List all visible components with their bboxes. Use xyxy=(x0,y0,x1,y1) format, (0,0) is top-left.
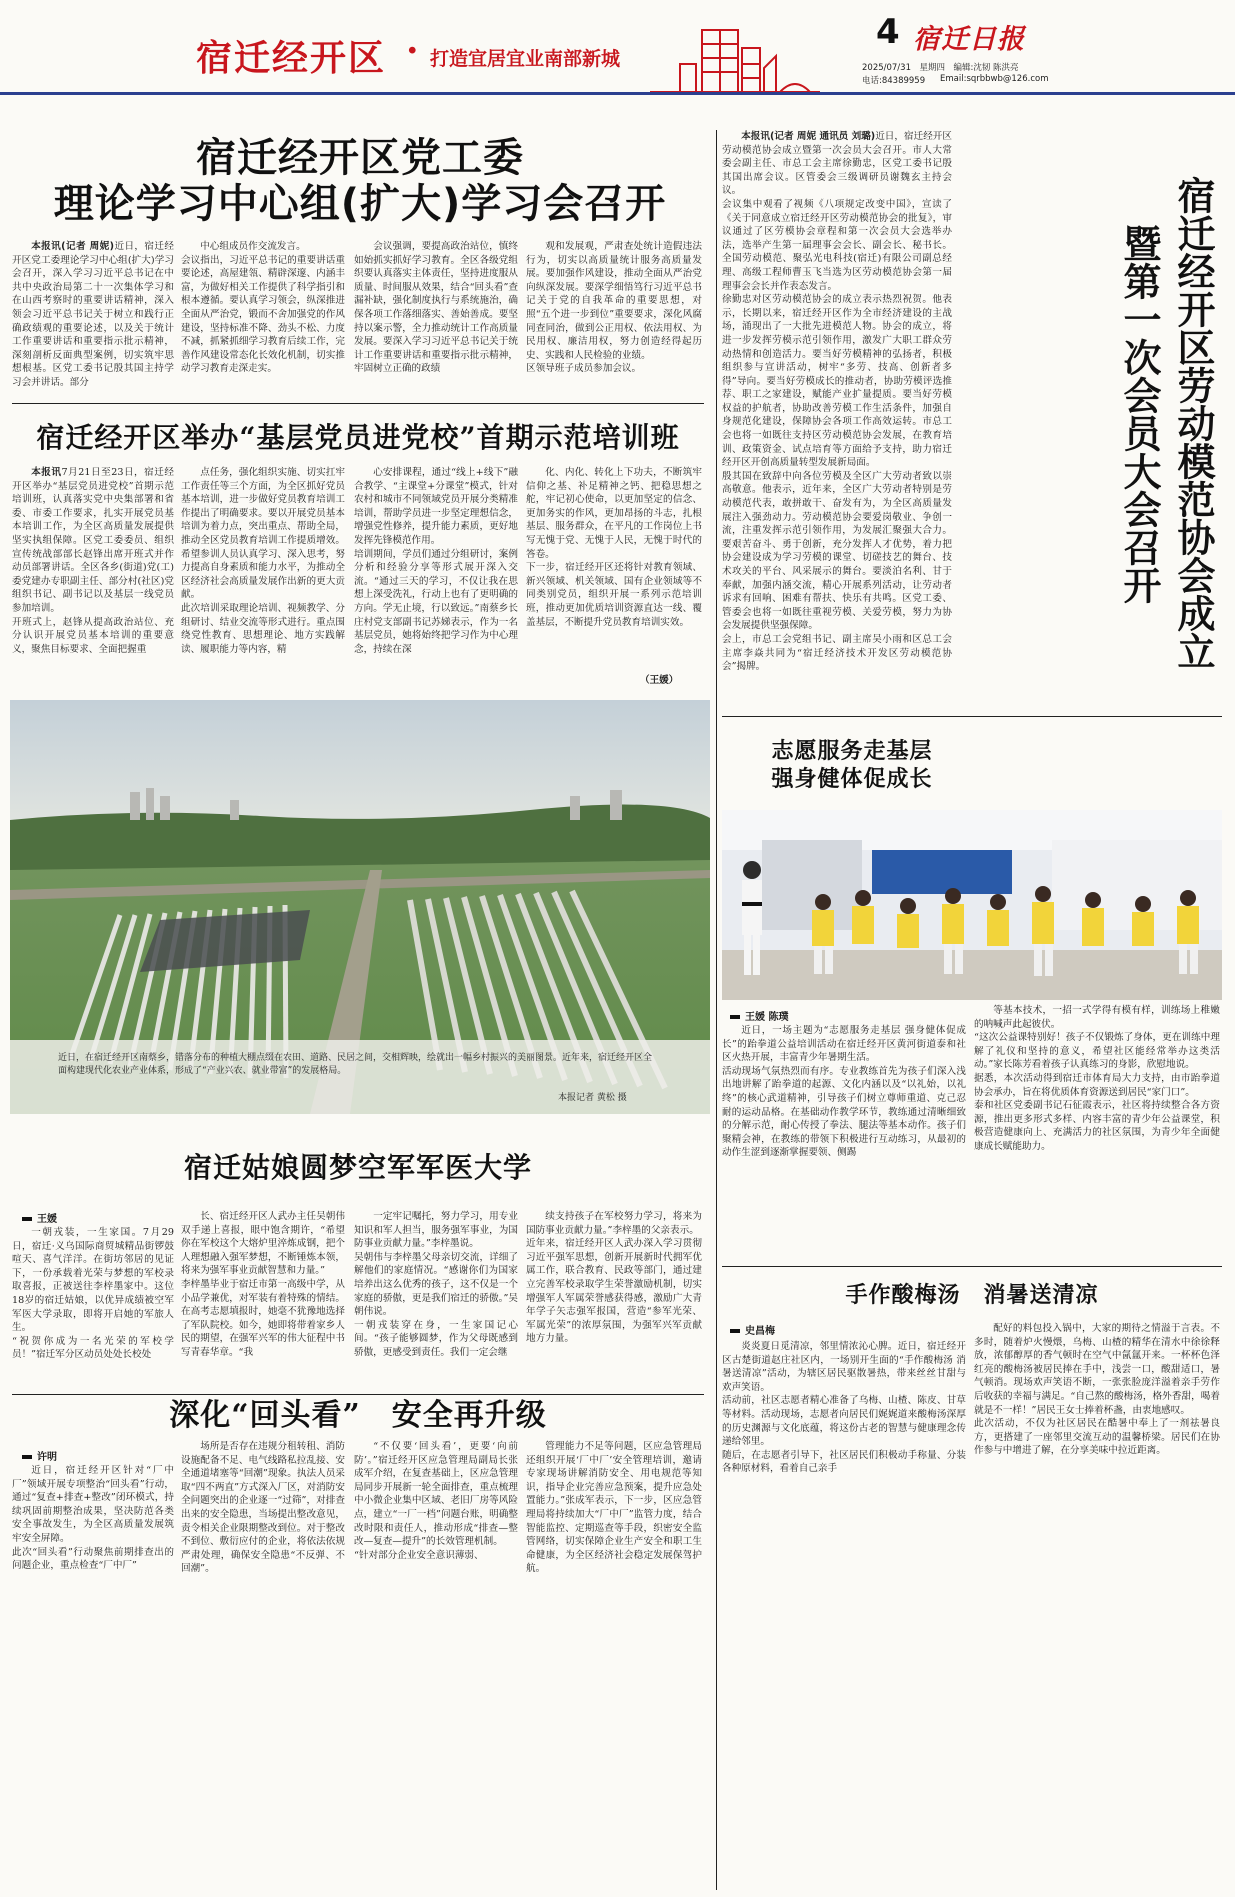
article5-headline-line2: 暨第一次会员大会召开 xyxy=(1117,224,1162,604)
article4-headline: 深化“回头看” 安全再升级 xyxy=(169,1398,547,1433)
divider-right-2 xyxy=(722,1266,1222,1267)
email-line: Email:sqrbbwb@126.com xyxy=(940,74,1049,84)
article3-byline: 王媛 xyxy=(22,1210,57,1225)
article1-headline-line1: 宿迁经开区党工委 xyxy=(196,135,524,181)
article1-col2: 中心组成员作交流发言。 会议指出，习近平总书记的重要讲话重要论述，高屋建瓴、精辟深邃、内涵丰富，为做好相关工作提供了科学指引和根本遵循。要认真学习领会，纵深推进全面从严治党，锻而不舍加强党的作风建设，坚持标准不降、劲头不松、力度不减，抓紧抓细学习教育后续工作，完善作风建设常态化长效化机制，切实推动学习教育走深走实。 xyxy=(181,241,345,375)
article1-col1-text: 近日，宿迁经开区党工委理论学习中心组(扩大)学习会召开，深入学习习近平总书记在中共中央政治局第二十一次集体学习和在山西考察时的重要讲话精神，深入领会习近平总书记关于树立和践行正确政绩观的重要论述，以及关于统计工作重要讲话和重要指示批示精神，深刻剖析反面典型案例，切实筑牢思想根基。区党工委书记殷其国主持学习会并讲话。部分 xyxy=(12,241,174,388)
section-slogan: 打造宜居宜业南部新城 xyxy=(430,48,621,70)
article7-col1: 炎炎夏日觅清凉，邻里情浓沁心脾。近日，宿迁经开区古楚街道赵庄社区内，一场别开生面的“手作酸梅汤 消暑送清凉”活动，为辖区居民驱散暑热，带来丝丝甘甜与欢声笑语。 活动前，社区志愿者精心准备了乌梅、山楂、陈皮、甘草等材料。活动现场，志愿者向居民们娓娓道来酸梅汤深厚的历史渊源与文化底蕴，将这份古老的智慧与健康理念传递给邻里。 随后，在志愿者引导下，社区居民们积极动手称量、分装各种原材料，看着自己亲手 xyxy=(722,1341,966,1475)
article2-col4: 化、内化、转化上下功夫，不断筑牢信仰之基、补足精神之钙、把稳思想之舵，牢记初心使命，以更加坚定的信念、更加务实的作风，更加昂扬的斗志，扎根基层、服务群众，在平凡的工作岗位上书写无愧于党、无愧于人民，无愧于时代的答卷。 下一步，宿迁经开区还将针对教育领域、新兴领域、机关领域、国有企业领域等不同类别党员，组织开展一系列示范培训班，推动更加优质培训资源直达一线、覆盖基层，不断提升党员教育培训实效。 xyxy=(526,467,702,628)
article4-col3: “不仅要‘回头看’，更要‘向前防’。”宿迁经开区应急管理局副局长张成军介绍，在复查基础上，区应急管理局同步开展新一轮全面排查，重点梳理中小微企业集中区域、老旧厂房等风险点，建立“一厂一档”问题台账，明确整改时限和责任人，推动形成“排查—整改—复查—提升”的长效管理机制。 “针对部分企业安全意识薄弱、 xyxy=(354,1441,518,1561)
article1-col4: 观和发展观，严肃查处统计造假违法行为，切实以高质量统计服务高质量发展。要加强作风建设，推动全面从严治党向纵深发展。要深学细悟笃行习近平总书记关于党的自我革命的重要思想，对照“五个进一步到位”重要要求，深化风腐同查同治，做到公正用权、依法用权、为民用权、廉洁用权，努力创造经得起历史、实践和人民检验的业绩。 区领导班子成员参加会议。 xyxy=(526,241,702,375)
article2-col1-text: 7月21日至23日，宿迁经开区举办“基层党员进党校”首期示范培训班，认真落实党中央集部署和省委、市委工作要求，扎实开展党员基本培训工作，为全区高质量发展提供坚实执组保障。区党工委委员、组织宣传统战部部长赵锋出席开班式并作动员部署讲话。全区各乡(街道)党(工)委党建办专职副主任、部分村(社区)党组织书记、副书记以及基层一线党员参加培训。 开班式上，赵锋从提高政治站位、充分认识开展党员基本培训的重要意义，聚焦目标要求、全面把握重 xyxy=(12,467,174,655)
city-skyline-logo xyxy=(650,24,820,96)
article2-col3: 心安排课程，通过“线上+线下”融合教学、“主课堂+分课堂”模式，针对农村和城市不同领域党员开展分类精准培训，帮助学员进一步坚定理想信念，增强党性修养，提升能力素质，更好地发挥先锋模范作用。 培训期间，学员们通过分组研讨，案例分析和经验分享等形式展开深入交流。“通过三天的学习，不仅让我在思想上深受洗礼，行动上也有了更明确的方向。学无止境，行以致远。”南蔡乡长庄村党支部副书记苏娣表示，作为一名基层党员，她将始终把学习作为中心理念，持续在深 xyxy=(354,467,518,655)
divider-3 xyxy=(12,1394,704,1395)
article6-col1: 近日，一场主题为“志愿服务走基层 强身健体促成长”的跆拳道公益培训活动在宿迁经开区黄河街道泰和社区火热开展，丰富青少年暑期生活。 活动现场气氛热烈而有序。专业教练首先为孩子们深入浅出地讲解了跆拳道的起源、文化内涵以及“以礼始，以礼终”的核心武道精神，引导孩子们树立尊师重道、克己忍耐的运动品格。在基础动作教学环节，教练通过清晰细致的分解示范，耐心传授了拳法、腿法等基本动作。孩子们聚精会神，在教练的带领下积极进行互动练习，从最初的动作生涩到逐渐掌握要领、侧踢 xyxy=(722,1025,966,1159)
taekwondo-class-image xyxy=(722,810,1222,1000)
article6-headline-line1: 志愿服务走基层 xyxy=(771,738,933,764)
greenhouse-aerial-photo xyxy=(10,700,710,1114)
article5-text: 近日，宿迁经开区劳动模范协会成立暨第一次会员大会召开。市人大常委会副主任、市总工会主席徐勤忠，区党工委书记殷其国出席会议。区管委会三级调研员谢魏玄主持会议。 会议集中观看了视频《八项规定改变中国》，宣读了《关于同意成立宿迁经开区劳动模范协会的批复》，审议通过了区劳模协会章程和第一次会员大会选举办法，选举产生第一届理事会会长、副会长、秘书长。全国劳动模范、聚弘光电科技(宿迁)有限公司副总经理、高级工程师曹玉飞当选为区劳动模范协会第一届理事会会长并作表态发言。 徐勤忠对区劳动模范协会的成立表示热烈祝贺。他表示，长期以来，宿迁经开区作为全市经济建设的主战场，涌现出了一大批先进模范人物。协会的成立，将进一步发挥劳模示范引领作用，激发广大职工群众劳动热情和创造活力。要当好劳模精神的弘扬者，积极组织参与宣讲活动，树牢“多劳、技高、创新者多得”导向。要当好劳模成长的推动者，协助劳模评选推荐、职工之家建设，赋能产业扩量提质。要当好劳模权益的护航者，协助改善劳模工作生活条件，加强自身规范化建设，保障协会各项工作高效运转。市总工会也将一如既往支持区劳动模范协会发展，在教育培训、政策资金、试点培育等方面给予支持，助力宿迁经开区开创高质量转型发展新局面。 殷其国在致辞中向各位劳模及全区广大劳动者致以崇高敬意。他表示，近年来，全区广大劳动者特别是劳动模范代表，敢拼敢干、奋发有为，为全区高质量发展注入强劲动力。劳动模范协会要爱岗敬业、争创一流，注重发挥示范引领作用，为发展汇聚强大合力。要艰苦奋斗、勇于创新，充分发挥人才优势，着力把协会建设成为学习劳模的课堂、切磋技艺的舞台、技术攻关的平台、风采展示的舞台。要淡泊名利、甘于奉献，加强内涵交流，精心开展系列活动，让劳动者诉求有回响、困难有帮扶、快乐有共鸣。区党工委、管委会也将一如既往重视劳模、关爱劳模，努力为协会发展提供坚强保障。 会上，市总工会党组书记、副主席吴小雨和区总工会主席李焱共同为“宿迁经济技术开发区劳动模范协会”揭牌。 xyxy=(722,131,952,673)
article4-byline: 许明 xyxy=(22,1448,57,1463)
article5-lead: 本报讯(记者 周妮 通讯员 刘璐) xyxy=(741,131,876,142)
article1-headline-line2: 理论学习中心组(扩大)学习会召开 xyxy=(53,181,667,227)
masthead-divider xyxy=(0,92,1235,95)
article2-signoff: （王媛） xyxy=(640,675,679,686)
article3-headline: 宿迁姑娘圆梦空军军医大学 xyxy=(183,1151,532,1184)
article4-col2: 场所是否存在违规分租转租、消防设施配备不足、电气线路私拉乱接、安全通道堵塞等“回潮”现象。执法人员采取“四不两直”方式深入厂区，对消防安全问题突出的企业逐一“过筛”，对排查出来的安全隐患，当场提出整改意见，责令相关企业限期整改到位。对于整改不到位、敷衍应付的企业，将依法依规严肃处理，确保安全隐患“不反弹、不回潮”。 xyxy=(181,1441,345,1575)
divider-right-1 xyxy=(722,716,1222,717)
article6-headline-line2: 强身健体促成长 xyxy=(771,766,933,792)
article2-lead: 本报讯 xyxy=(31,467,62,478)
article2-col1 xyxy=(12,466,174,688)
divider-1 xyxy=(12,403,704,404)
tel-line: 电话:84389959 xyxy=(862,76,926,86)
article6-col2: 等基本技术，一招一式学得有模有样，训练场上稚嫩的呐喊声此起彼伏。 “这次公益课特别好！孩子不仅锻炼了身体，更在训练中理解了礼仪和坚持的意义，希望社区能经常举办这类活动。”家长陈芳看着孩子认真练习的身影，欣慰地说。 据悉，本次活动得到宿迁市体育局大力支持，由市跆拳道协会承办，旨在将优质体育资源送到居民“家门口”。 泰和社区党委副书记石征霞表示，社区将持续整合各方资源，推出更多形式多样、内容丰富的青少年公益课堂，积极营造健康向上、充满活力的社区氛围，为青少年全面健康成长赋能助力。 xyxy=(974,1005,1220,1152)
article3-col3: 一定牢记嘱托，努力学习，用专业知识和军人担当，服务强军事业，为国防事业贡献力量。”李梓墨说。 吴朝伟与李梓墨父母亲切交流，详细了解他们的家庭情况。“感谢你们为国家培养出这么优秀的孩子，这不仅是一个家庭的骄傲，更是我们宿迁的骄傲。”吴朝伟说。 一朝戎装穿在身，一生家国记心间。“孩子能够圆梦，作为父母既感到骄傲，更感受到责任。我们一定会继 xyxy=(354,1211,518,1358)
article2-headline: 宿迁经开区举办“基层党员进党校”首期示范培训班 xyxy=(36,421,680,454)
article7-col2: 配好的料包投入锅中，大家的期待之情溢于言表。不多时，随着炉火慢煨，乌梅、山楂的精华在清水中徐徐释放，浓郁醇厚的香气顿时在空气中氤氲开来。一杯杯色泽红亮的酸梅汤被居民捧在手中，浅尝一口，酸甜适口，暑气顿消。现场欢声笑语不断，一张张脸庞洋溢着亲手劳作后收获的幸福与满足。“自己熬的酸梅汤，格外香甜，喝着就是不一样！”居民王女士捧着杯盏，由衷地感叹。 此次活动，不仅为社区居民在酷暑中奉上了一剂祛暑良方，更搭建了一座邻里交流互动的温馨桥梁。居民们在协作参与中增进了解，在分享美味中拉近距离。 xyxy=(974,1323,1220,1457)
article4-col4: 管理能力不足等问题，区应急管理局还组织开展‘厂中厂’安全管理培训，邀请专家现场讲解消防安全、用电规范等知识，指导企业完善应急预案，提升应急处置能力。”张成军表示，下一步，区应急管理局将持续加大“厂中厂”监管力度，结合智能监控、定期巡查等手段，织密安全监管网络，切实保障企业生产安全和职工生命健康，为全区经济社会稳定发展保驾护航。 xyxy=(526,1441,702,1575)
section-dot: · xyxy=(406,30,419,72)
article1-col1 xyxy=(12,240,174,390)
greenhouse-photo-credit: 本报记者 黄松 摄 xyxy=(558,1093,627,1103)
section-title: 宿迁经开区 xyxy=(196,37,387,79)
article3-col1: 一朝戎装，一生家国。7月29日，宿迁·义乌国际商贸城精品街锣鼓喧天、喜气洋洋。在街坊邻居的见证下，一份承载着光荣与梦想的军校录取喜报，正被送往李梓墨家中。这位18岁的宿迁姑娘，以优异成绩被空军军医大学录取，即将开启她的军旅人生。 “祝贺你成为一名光荣的军校学员！”宿迁军分区动员处处长校处 xyxy=(12,1227,174,1361)
taekwondo-class-photo xyxy=(722,810,1222,1000)
article4-col1: 近日，宿迁经开区针对“厂中厂”领域开展专项整治“回头看”行动，通过“复查+排查+整改”闭环模式，持续巩固前期整治成果，坚决防范各类安全事故发生，为全区高质量发展筑牢安全屏障。 此次“回头看”行动聚焦前期排查出的问题企业，重点检查“厂中厂” xyxy=(12,1465,174,1572)
greenhouse-photo-caption: 近日，在宿迁经开区南蔡乡，错落分布的种植大棚点缀在农田、道路、民居之间，交相辉映，绘就出一幅乡村振兴的美丽图景。近年来，宿迁经开区全面构建现代化农业产业体系，形成了“产业兴农、就业带富”的发展格局。 xyxy=(58,1053,653,1076)
article1-lead: 本报讯(记者 周妮) xyxy=(31,241,115,252)
article2-col2: 点任务，强化组织实施、切实扛牢工作责任等三个方面，为全区抓好党员基本培训，进一步做好党员教育培训工作提出了明确要求。要以开展党员基本培训为着力点，突出重点、帮助全局，推动全区党员教育培训工作提质增效。希望参训人员认真学习、深入思考，努力提高自身素质和能力水平，为推动全区经济社会高质量发展作出新的更大贡献。 此次培训采取理论培训、视频教学、分组研讨、结业交流等形式进行。重点围绕党性教育、思想理论、地方实践解读、履职能力等内容，精 xyxy=(181,467,345,655)
article5-body xyxy=(722,130,952,700)
right-column-divider xyxy=(716,130,717,1890)
article3-col2: 长、宿迁经开区人武办主任吴朝伟双手递上喜报，眼中饱含期许，“希望你在军校这个大熔炉里淬炼成钢，把个人理想融入强军梦想，不断锤炼本领，将来为强军事业贡献智慧和力量。” 李梓墨毕业于宿迁市第一高级中学，从小品学兼优，对军装有着特殊的情结。在高考志愿填报时，她毫不犹豫地选择了军队院校。如今，她即将带着家乡人民的期望，在强军兴军的伟大征程中书写青春华章。“我 xyxy=(181,1211,345,1358)
date-line: 2025/07/31 星期四 编辑:沈韧 陈洪亮 xyxy=(862,63,1019,73)
article1-col3: 会议强调，要提高政治站位，慎终如始抓实抓好学习教育。全区各级党组织要认真落实主体责任，坚持进度服从质量、时间服从效果，结合“回头看”查漏补缺，强化制度执行与系统施治，确保各项工作落细落实、善始善成。要坚持以案示警，全力推动统计工作高质量发展。要深入学习习近平总书记关于统计工作重要讲话和重要指示批示精神，牢固树立正确的政绩 xyxy=(354,241,518,375)
article3-col4: 续支持孩子在军校努力学习，将来为国防事业贡献力量。”李梓墨的父亲表示。 近年来，宿迁经开区人武办深入学习贯彻习近平强军思想，创新开展新时代拥军优属工作，联合教育、民政等部门，通过建立完善军校录取学生荣誉激励机制，切实增强军人军属荣誉感获得感，激励广大青年学子矢志强军报国，营造“参军光荣、军属光荣”的浓厚氛围，为强军兴军贡献地方力量。 xyxy=(526,1211,702,1345)
article5-headline-line1: 宿迁经开区劳动模范协会成立 xyxy=(1171,176,1216,670)
article7-headline: 手作酸梅汤 消暑送清凉 xyxy=(845,1282,1099,1308)
article7-byline: 史昌梅 xyxy=(730,1322,775,1337)
page-number: 4 xyxy=(876,12,900,52)
article6-byline: 王媛 陈璞 xyxy=(730,1008,788,1023)
paper-name-logo: 宿迁日报 xyxy=(913,24,1025,55)
masthead xyxy=(0,0,1235,98)
